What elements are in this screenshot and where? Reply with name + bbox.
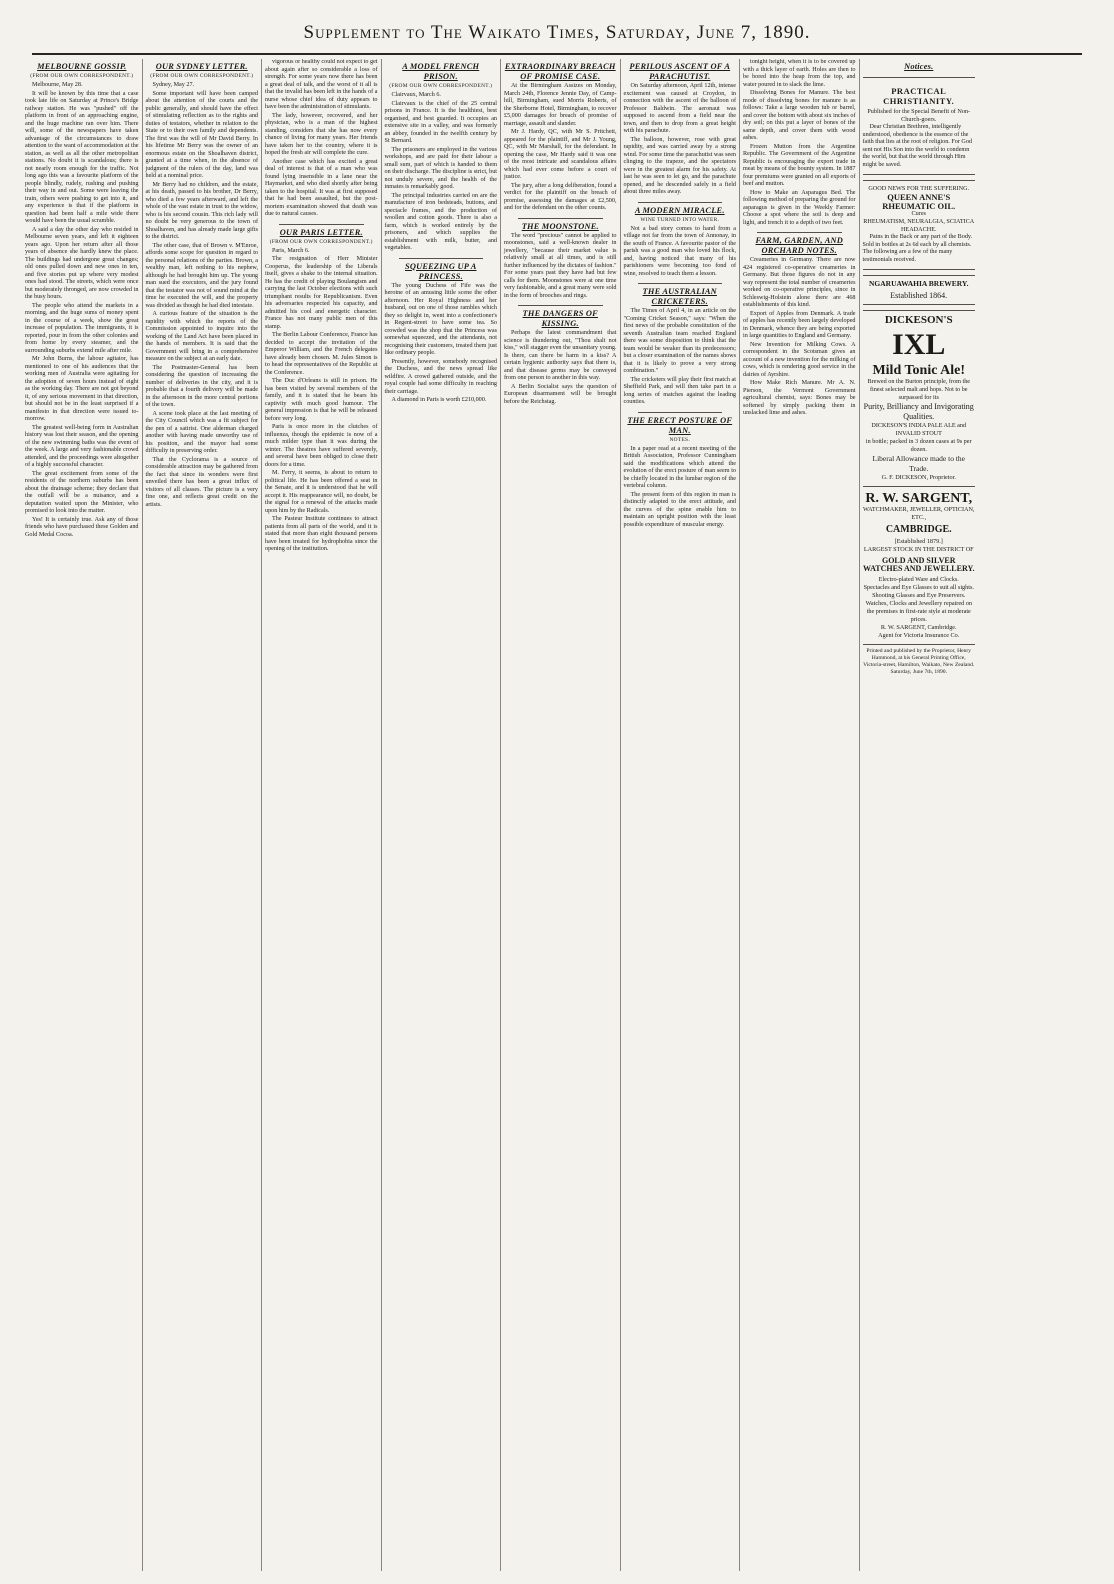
dickeson-ad [863, 310, 976, 487]
article-paragraph: Yes! It is certainly true. Ask any of those friends who have purchased these Golden and Gold Medal Cocoa. [25, 516, 139, 538]
article-paragraph: Frozen Mutton from the Argentine Republic. The Government of the Argentine Republic is encouraging the export trade in meat by means of the bounty system. In 1887 four premiums were granted on all exports of beef and mutton. [743, 143, 856, 187]
notice-body: Dear Christian Brethren, intelligently understood, obedience is the essence of the faith that lies at the root of religion. For God sent not His Son into the world to condemn the world, but that the world through Him might be saved. [862, 124, 972, 168]
section-rule [638, 412, 723, 413]
section-rule [638, 283, 723, 284]
ad-line: RHEUMATISM, NEURALGIA, SCIATICA HEADACHE. [863, 218, 975, 233]
column-notices [859, 59, 979, 1571]
article-heading: OUR SYDNEY LETTER. [155, 62, 248, 71]
section-rule [518, 218, 603, 219]
article-paragraph: The principal industries carried on are the manufacture of iron bedsteads, buttons, and spectacle frames, and the production of woollen and cotton goods. There is also a farm, which is worked entirely by the prisoners, and which supplies the establishment with milk, butter, and vegetables. [384, 192, 497, 251]
article-paragraph: The greatest well-being form in Australian history was lost their season, and the opening of the new swimming baths was the event of the week. A large and very fashionable crowd attended, and the proceedings were altogether of a highly successful character. [25, 424, 139, 468]
article-paragraph: Another case which has excited a great deal of interest is that of a man who was found lying insensible in a lane near the Haymarket, and who died shortly after being taken to the hospital. It was at first supposed that he had been assaulted, but the post-mortem examination showed that death was due to natural causes. [265, 158, 378, 217]
ad-line: GOOD NEWS FOR THE SUFFERING. [868, 185, 970, 192]
article-subheading: NOTES. [669, 436, 691, 443]
queen-anne-oil-ad [863, 180, 976, 270]
article-paragraph: The young Duchess of Fife was the heroine of an amusing little scene the other afternoon. Her Royal Highness and her husband, out on one of those rambles which they so delight in, went into a confectioner's in Regent-street to have some tea. So crowded was the shop that the Princess was somewhat squeezed, and the attendants, not recognising their customers, treated them just like ordinary people. [384, 282, 497, 356]
article-paragraph: A Berlin Socialist says the question of European disarmament will be brought before the Reichstag. [504, 383, 617, 405]
sargent-sign: R. W. SARGENT, Cambridge. [880, 623, 957, 631]
article-paragraph: Creameries in Germany. There are now 424 registered co-operative creameries in Germany. But those figures do not in any way represent the total number of creameries worked on co-operative principles, since in Schleswig-Holstein alone there are 468 establishments of this kind. [743, 257, 856, 308]
article-paragraph: Clairvaux, March 6. [391, 92, 441, 98]
article-paragraph: A curious feature of the situation is the rapidity with which the reports of the Commission appointed to inquire into the working of the Land Act have been placed in the hands of members. It is said that the Government will bring in a comprehensive measure on the subject at an early date. [145, 311, 258, 362]
sargent-line: Electro-plated Ware and Clocks. [878, 575, 959, 583]
article-heading: PERILOUS ASCENT OF A PARACHUTIST. [629, 62, 731, 81]
printer-imprint: Printed and published by the Proprietor, Henry Hammond, at his General Printing Office, Victoria-street, Hamilton, Waikato, New Zealand. Saturday, June 7th, 1890. [863, 644, 976, 676]
article-subheading: (FROM OUR OWN CORRESPONDENT.) [150, 73, 254, 79]
article-paragraph: Dissolving Bones for Manure. The best mode of dissolving bones for manure is as follows: Take a large wooden tub or barrel, and cover the bottom with about six inches of dry soil; on this put a layer of bones of the same depth, and cover them with wood ashes. [743, 90, 856, 141]
article-paragraph: How to Make an Asparagus Bed. The following method of preparing the ground for asparagus is given in the Weekly Farmer: Choose a spot where the soil is deep and light, and trench it to a depth of two feet. [743, 189, 856, 226]
dickeson-quality: Purity, Brilliancy and Invigorating Qualities. [863, 401, 974, 421]
article-heading: THE DANGERS OF KISSING. [522, 309, 598, 328]
dickeson-proprietor: G. F. DICKESON, Proprietor. [881, 473, 956, 481]
column-4 [381, 59, 501, 1571]
sargent-trade: WATCHMAKER, JEWELLER, OPTICIAN, ETC., [862, 505, 975, 521]
article-paragraph: The resignation of Herr Minister Cooperus, the leadership of the Liberals itself, gives a shake to the internal situation. He has the credit of playing Boulangism and carrying the last October elections with such triumphant results for Republicanism. Even his adversaries respected his capacity, and admitted his cool and energetic character. France has not many public men of this stamp. [265, 256, 378, 330]
sargent-goods: GOLD AND SILVER WATCHES AND JEWELLERY. [862, 555, 975, 573]
article-paragraph: Presently, however, somebody recognised the Duchess, and the news spread like wildfire. A crowd gathered outside, and the royal couple had some difficulty in reaching their carriage. [384, 358, 497, 395]
dickeson-product: IXL [892, 327, 946, 361]
dickeson-name: DICKESON'S [884, 313, 953, 326]
article-paragraph: A diamond in Paris is worth £210,000. [391, 397, 487, 403]
section-rule [399, 258, 484, 259]
article-paragraph: Not a bad story comes to hand from a village not far from the town of Annonay, in the south of France. A favourite pastor of the parish was a good man who loved his flock, and, having noticed that many of his parishioners were becoming too fond of wine, resolved to teach them a lesson. [623, 225, 736, 277]
article-paragraph: The cricketers will play their first match at Sheffield Park, and will then take part in a long series of matches against the leading counties. [623, 376, 736, 405]
article-paragraph: The word "precious" cannot be applied to moonstones, said a well-known dealer in jewellery, "because their market value is relatively small at all times, and is still further influenced by the dictates of fashion." For some years past they have had but few calls for them. Moonstones were at one time very fashionable, and a great many were sold in the form of brooches and rings. [504, 232, 617, 299]
article-heading: SQUEEZING UP A PRINCESS. [404, 261, 477, 281]
notices-heading: Notices. [904, 62, 934, 71]
article-paragraph: Mr Berry had no children, and the estate, at his death, passed to his brother, Dr Berry, who died a few years afterward, and left the whole of the vast estate in trust to the widow, who is his second cousin. This rich lady will no doubt be very generous to the town of Shoalhaven, and has already made large gifts to the district. [145, 181, 258, 240]
article-heading: THE AUSTRALIAN CRICKETERS. [642, 287, 717, 306]
article-paragraph: The people who attend the markets in a morning, and the huge sums of money spent in the course of a week, show the great increase of population. The immigrants, it is reported, pour in from the other colonies and from home by every steamer, and the surrounding suburbs extend mile after mile. [25, 302, 139, 354]
column-3 [261, 59, 381, 1571]
ad-line: Cures [911, 210, 926, 217]
article-paragraph: On Saturday afternoon, April 12th, intense excitement was caused at Croydon, in connection with the ascent of the balloon of Professor Baldwin. The aeronaut was supposed to ascend from a field near the town, and then to drop from a great height with his parachute. [623, 83, 736, 134]
sargent-name: R. W. SARGENT, [865, 490, 973, 506]
article-heading: THE ERECT POSTURE OF MAN. [627, 415, 733, 435]
sargent-line: Watches, Clocks and Jewellery repaired on the premises in first-rate style at moderate prices. [865, 599, 972, 623]
article-paragraph: It will be known by this time that a case took late life on Saturday at Prince's Bridge railway station. He was "pushed" off the platform in front of an approaching engine, and the huge machine ran over him. There will, some of the newspapers have taken advantage of the circumstances to draw attention to the want of accommodation at the station, as well as all the other metropolitan stations. No doubt it is scandalous; there is not nearly room enough for the traffic. Not long ago this was a favourite platform of the people blindly, rudely, rushing and pushing their way in and out. Some were leaving the train, others were pushing to get into it, and any experience is that if the platform in question had been half a mile wide there would have been the usual scramble. [25, 90, 139, 224]
article-paragraph: The Postmaster-General has been considering the question of increasing the number of deliveries in the city, and it is probable that a fourth delivery will be made in the afternoon in the more central portions of the town. [145, 364, 258, 408]
article-subheading: WINE TURNED INTO WATER. [640, 216, 720, 223]
article-subheading: (FROM OUR OWN CORRESPONDENT.) [269, 238, 373, 245]
section-rule [518, 305, 603, 306]
article-paragraph: Paris is once more in the clutches of influenza, though the epidemic is now of a much milder type than it was during the winter. The theatres have suffered severely, and several have been obliged to close their doors for a time. [265, 424, 378, 468]
notice-subtitle: Published for the Special Benefit of Non-Church-goers. [867, 108, 971, 123]
brewery-established: Established 1864. [890, 290, 948, 300]
practical-christianity-notice [863, 77, 976, 175]
dickeson-line: in bottle; packed in 3 dozen cases at 9s per dozen. [865, 437, 972, 453]
section-rule [279, 224, 364, 225]
article-heading: THE MOONSTONE. [521, 221, 599, 231]
column-5 [500, 59, 620, 1571]
article-paragraph: The jury, after a long deliberation, found a verdict for the plaintiff on the breach of promise, assessing the damages at £2,500, and for the defendant on the other counts. [504, 182, 617, 211]
brewery-name: NGARUAWAHIA BREWERY. [869, 279, 969, 288]
article-paragraph: The Pasteur Institute continues to attract patients from all parts of the world, and it is stated that more than eight thousand persons have been treated for hydrophobia since the opening of the institution. [265, 516, 378, 552]
sargent-town: CAMBRIDGE. [885, 523, 952, 535]
brewery-ad [863, 275, 976, 305]
column-7 [739, 59, 859, 1571]
sargent-line: Shooting Glasses and Eye Preservers. [872, 591, 966, 599]
article-heading: OUR PARIS LETTER. [279, 227, 363, 237]
article-heading: A MODEL FRENCH PRISON. [402, 62, 480, 81]
article-paragraph: Clairvaux is the chief of the 25 central prisons in France. It is the healthiest, best organised, and best guarded. It occupies an extensive site in a valley, and was formerly an abbey, founded in the twelfth century by St Bernard. [384, 100, 497, 144]
article-paragraph: That the Cyclorama is a source of considerable attraction may be gathered from the fact that since its wonders were first unveiled there has been a great influx of visitors of all classes. The picture is a very fine one, and reflects great credit on the artists. [145, 456, 258, 508]
sargent-line: Spectacles and Eye Glasses to suit all sights. [863, 583, 974, 591]
article-paragraph: The lady, however, recovered, and her physician, who is a man of the highest standing, considers that she has now every chance of living for many years. Her friends have taken her to the country, where it is hoped the fresh air will complete the cure. [265, 112, 378, 156]
article-paragraph: Mr John Burns, the labour agitator, has mentioned to one of his audiences that the working men of Australia were agitating for the adoption of seven hours instead of eight as the working day. There are not got beyond it, of any serious movement in that direction, but should not be in the least surprised if a manifesto in that direction were issued to-morrow. [25, 356, 139, 422]
sargent-established: [Established 1879.] [894, 537, 943, 545]
sargent-stock: LARGEST STOCK IN THE DISTRICT OF [863, 545, 974, 553]
article-paragraph: Sydney, May 27. [152, 82, 195, 88]
article-paragraph: New Invention for Milking Cows. A correspondent in the Scotsman gives an account of a new invention for the milking of cows, which is rendering good service in the dairies of Ayrshire. [743, 341, 856, 378]
dickeson-line: DICKESON'S INDIA PALE ALE and INVALID STOUT [871, 421, 967, 437]
article-paragraph: vigorous or healthy could not expect to get about again after so considerable a loss of strength. For some years now there has been a great deal of talk, and the worst of it all is that the invalid has been left in the hands of a nurse whose chief idea of duty appears to have been the administration of stimulants. [265, 59, 378, 110]
article-paragraph: How Make Rich Manure. Mr A. N. Pierson, the Vermont Government agricultural chemist, says: Bones may be softened by simply packing them in unslacked lime and ashes. [743, 380, 856, 416]
article-paragraph: M. Ferry, it seems, is about to return to political life. He has been offered a seat in the Senate, and it is understood that he will accept it. His reappearance will, no doubt, be the signal for a renewal of the attacks made upon him by the Radicals. [265, 470, 378, 514]
notice-title: PRACTICAL CHRISTIANITY. [883, 86, 955, 106]
dickeson-tagline: Mild Tonic Ale! [872, 362, 966, 378]
ad-body: Pains in the Back or any part of the Body. Sold in bottles at 2s 6d each by all chemists. The following are a few of the many testimonials received. [862, 234, 973, 263]
article-heading: EXTRAORDINARY BREACH OF PROMISE CASE. [504, 62, 616, 81]
article-paragraph: Export of Apples from Denmark. A trade of apples has recently been largely developed in Denmark, whence they are being exported in large quantities to England and Germany. [743, 310, 856, 339]
article-paragraph: At the Birmingham Assizes on Monday, March 24th, Florence Jennie Day, of Camp-hill, Birmingham, sued Morris Roberts, of the Sherborne Hotel, Birmingham, to recover £5,000 damages for breach of promise of marriage, assault and slander. [504, 83, 617, 127]
article-paragraph: tonight height, when it is to be covered up with a thick layer of earth. Holes are then to be bored into the heap from the top, and water poured in to slack the lime. [743, 59, 856, 88]
article-paragraph: Melbourne, May 28. [32, 82, 83, 88]
article-paragraph: Mr J. Hardy, QC, with Mr S. Pritchett, appeared for the plaintiff, and Mr J. Young, QC, with Mr Marshall, for the defendant. In opening the case, Mr Hardy said it was one of the most intricate and scandalous affairs which had ever come before a court of justice. [504, 129, 617, 180]
columns [22, 59, 1092, 1571]
article-heading: MELBOURNE GOSSIP. [37, 62, 127, 71]
article-paragraph: A scene took place at the last meeting of the City Council which was a fit subject for the pen of a satirist. One alderman charged another with having made unworthy use of his position, and the mayor had some difficulty in preserving order. [145, 410, 258, 454]
article-paragraph: The present form of this region in man is distinctly adapted to the erect attitude, and the curves of the spine enable him to maintain an upright position with the least possible expenditure of muscular energy. [623, 491, 736, 528]
dickeson-allowance: Liberal Allowance made to the Trade. [872, 453, 965, 473]
sargent-agent: Agent for Victoria Insurance Co. [878, 631, 960, 639]
section-rule [757, 232, 842, 233]
article-paragraph: In a paper read at a recent meeting of the British Association, Professor Cunningham said the modifications which attend the evolution of the erect posture of man seem to be chiefly located in the lumbar region of the vertebral column. [623, 445, 736, 489]
article-paragraph: The Berlin Labour Conference, France has decided to accept the invitation of the Emperor William, and the French delegates have already been chosen. M. Jules Simon is to head the representatives of the Republic at the Conference. [265, 332, 378, 376]
article-paragraph: A said a day the other day who resided in Melbourne seven years, and left it eighteen years ago. Upon her return after all those years of absence she hardly knew the place. The buildings had undergone great changes; old ones pulled down and new ones in ten, and five stories put up where very modest ones had stood. The streets, which were once but moderately thronged, are now crowded in the busy hours. [25, 226, 139, 300]
column-2 [142, 59, 262, 1571]
article-paragraph: Perhaps the latest commandment that science is thundering out, "Thou shalt not kiss," will stagger even the unsanitary young. Is there, can there be harm in a kiss? A certain hygienic authority says that there is, and that disease germs may be conveyed from one person to another in this way. [504, 330, 617, 381]
column-6 [620, 59, 740, 1571]
article-paragraph: The other case, that of Brown v. M'Enroe, affords some scope for question in regard to the personal relations of the parties. Brown, a wealthy man, left nothing to his nephew, although he had brought him up. The young man sued the executors, and the jury found that the testator was not of sound mind at the time he executed the will, and the property was divided as though he had died intestate. [145, 242, 258, 309]
article-paragraph: The balloon, however, rose with great rapidity, and was carried away by a strong wind. For some time the parachutist was seen clinging to the trapeze, and the spectators were in the greatest alarm for his safety. At last he was seen to let go, and the parachute opened, and he descended safely in a field about three miles away. [623, 136, 736, 195]
article-heading: A MODERN MIRACLE. [634, 205, 725, 215]
article-paragraph: Some important will have been camped about the attention of the courts and the public generally, and should have the effect of stimulating reflection as to the rights and duties of testators, whether in relation to the State or to their own family and dependents. The first was the will of Mr David Berry. In his lifetime Mr Berry was the owner of an enormous estate on the Shoalhaven district, granted at a time when, in the absence of judgment of the rulers of the day, land was held at a nominal price. [145, 90, 258, 179]
article-paragraph: Paris, March 6. [272, 247, 310, 254]
article-paragraph: The Times of April 4, in an article on the "Coming Cricket Season," says: "When the first news of the probable constitution of the seventh Australian team reached England there was some disposition to think that the team would be weaker than its predecessors; but a closer examination of the names shows that it is likely to prove a very strong combination." [623, 308, 736, 374]
article-subheading: (FROM OUR OWN CORRESPONDENT.) [389, 83, 493, 89]
article-paragraph: The Duc d'Orleans is still in prison. He has been visited by several members of the family, and it is stated that he bears his captivity with much good humour. The general impression is that he will be released before very long. [265, 378, 378, 422]
section-rule [638, 202, 723, 203]
sargent-ad [863, 492, 976, 676]
column-1 [22, 59, 142, 1571]
article-heading: FARM, GARDEN, AND ORCHARD NOTES. [755, 236, 843, 255]
article-subheading: (FROM OUR OWN CORRESPONDENT.) [30, 73, 134, 79]
article-paragraph: The great excitement from some of the residents of the northern suburbs has been about the drainage scheme; they declare that the outfall will be a nuisance, and a deputation waited upon the Minister, who promised to look into the matter. [25, 470, 139, 514]
dickeson-body: Brewed on the Burton principle, from the finest selected malt and hops. Not to be surpassed for its [867, 377, 971, 401]
masthead: Supplement to The Waikato Times, Saturday, June 7, 1890. [32, 22, 1082, 55]
ad-title: QUEEN ANNE'S RHEUMATIC OIL. [882, 192, 956, 211]
article-paragraph: The prisoners are employed in the various workshops, and are paid for their labour a small sum, part of which is handed to them on their discharge. The discipline is strict, but not unduly severe, and the health of the inmates is remarkably good. [384, 146, 497, 190]
